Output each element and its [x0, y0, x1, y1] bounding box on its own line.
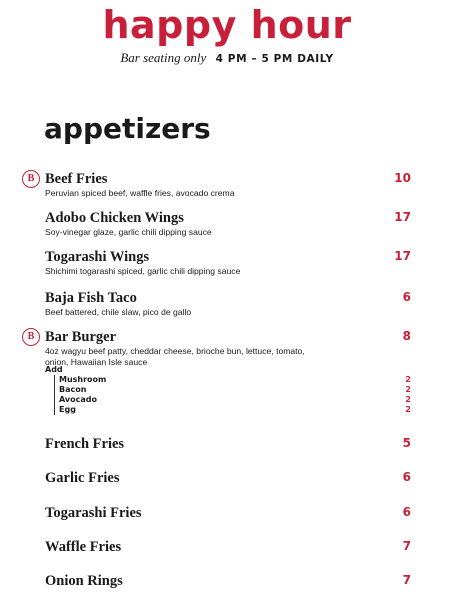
item-name: Onion Rings: [45, 573, 123, 589]
item-price: 6: [402, 290, 411, 304]
addon-row: [59, 405, 415, 415]
item-name: Garlic Fries: [45, 470, 120, 486]
addons-list: [54, 375, 415, 415]
item-description: 4oz wagyu beef patty, cheddar cheese, brioche bun, lettuce, tomato, onion, Hawaiian Isle sauce: [45, 346, 305, 367]
item-description: Soy-vinegar glaze, garlic chili dipping sauce: [45, 227, 212, 237]
header-subtitle: [0, 50, 454, 67]
menu-item-baja-fish-taco: [45, 289, 415, 318]
item-description: Shichimi togarashi spiced, garlic chili dipping sauce: [45, 266, 241, 276]
addon-name: Avocado: [59, 395, 97, 404]
addon-price: 2: [405, 385, 411, 394]
addon-price: 2: [405, 375, 411, 384]
menu-item-onion-rings: [45, 572, 415, 590]
menu-item-bar-burger: [45, 328, 415, 367]
addon-price: 2: [405, 405, 411, 414]
menu-item-french-fries: [45, 435, 415, 453]
seating-note: Bar seating only: [120, 50, 207, 65]
addons-label: Add: [45, 365, 63, 374]
section-title: appetizers: [44, 112, 211, 145]
item-name: Bar Burger: [45, 329, 117, 345]
addon-name: Bacon: [59, 385, 87, 394]
addon-row: [59, 385, 415, 395]
item-name: French Fries: [45, 436, 125, 452]
item-price: 7: [402, 539, 411, 553]
item-price: 6: [402, 470, 411, 484]
house-specialty-icon: B: [22, 170, 40, 188]
menu-item-beef-fries: [45, 170, 415, 199]
house-specialty-icon: B: [22, 328, 40, 346]
item-price: 6: [402, 505, 411, 519]
addon-name: Mushroom: [59, 375, 107, 384]
item-name: Adobo Chicken Wings: [45, 210, 184, 226]
item-price: 17: [394, 210, 411, 224]
item-name: Waffle Fries: [45, 539, 122, 555]
addon-price: 2: [405, 395, 411, 404]
item-price: 17: [394, 249, 411, 263]
item-price: 8: [402, 329, 411, 343]
menu-item-togarashi-fries: [45, 504, 415, 522]
item-description: Peruvian spiced beef, waffle fries, avocado crema: [45, 188, 235, 198]
item-name: Togarashi Fries: [45, 505, 142, 521]
item-price: 5: [402, 436, 411, 450]
item-price: 10: [394, 171, 411, 185]
menu-item-garlic-fries: [45, 469, 415, 487]
item-description: Beef battered, chile slaw, pico de gallo: [45, 307, 192, 317]
item-name: Beef Fries: [45, 171, 108, 187]
addon-row: [59, 395, 415, 405]
menu-item-waffle-fries: [45, 538, 415, 556]
item-name: Baja Fish Taco: [45, 290, 137, 306]
hours-text: 4 PM – 5 PM DAILY: [215, 53, 334, 65]
addon-name: Egg: [59, 405, 76, 414]
item-price: 7: [402, 573, 411, 587]
menu-item-togarashi-wings: [45, 248, 415, 277]
menu-item-adobo-chicken-wings: [45, 209, 415, 238]
page-title: happy hour: [102, 3, 352, 47]
item-name: Togarashi Wings: [45, 249, 150, 265]
burger-addons: [45, 364, 415, 415]
addon-row: [59, 375, 415, 385]
